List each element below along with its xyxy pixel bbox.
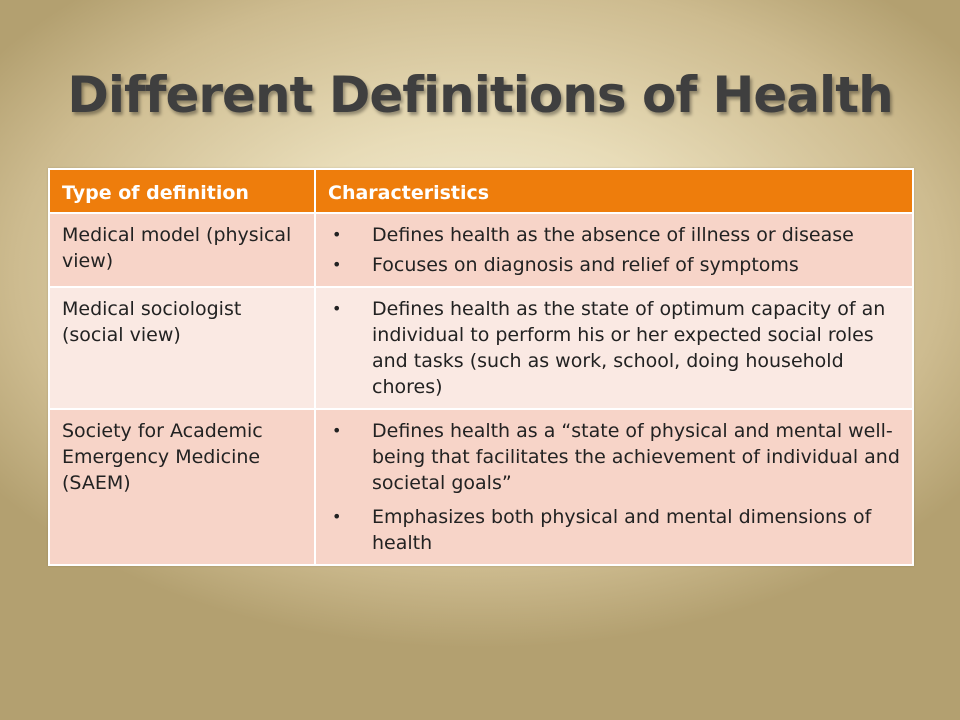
table-row [49,213,913,287]
bullet-icon: • [332,255,342,274]
characteristics-cell [315,287,913,409]
type-cell: Society for Academic Emergency Medicine (SAEM) [49,409,315,565]
characteristics-cell [315,409,913,565]
list-item [328,418,900,496]
characteristic-text: Defines health as a “state of physical and mental well-being that facilitates the achievement of individual and societal goals” [372,420,900,494]
characteristics-list [328,296,900,400]
bullet-icon: • [332,225,342,244]
bullet-icon: • [332,299,342,318]
header-type-of-definition: Type of definition [49,169,315,213]
header-characteristics: Characteristics [315,169,913,213]
characteristics-cell [315,213,913,287]
slide-title: Different Definitions of Health [67,66,893,124]
characteristics-list [328,418,900,556]
table-header-row [49,169,913,213]
bullet-icon: • [332,421,342,440]
type-cell: Medical model (physical view) [49,213,315,287]
list-item [328,252,900,278]
definitions-table [48,168,914,566]
bullet-icon: • [332,507,342,526]
characteristic-text: Focuses on diagnosis and relief of symptoms [372,254,799,276]
list-item [328,504,900,556]
list-item [328,296,900,400]
characteristics-list [328,222,900,278]
type-cell: Medical sociologist (social view) [49,287,315,409]
characteristic-text: Emphasizes both physical and mental dimensions of health [372,506,872,554]
table-row [49,409,913,565]
characteristic-text: Defines health as the state of optimum capacity of an individual to perform his or her expected social roles and tasks (such as work, school, doing household chores) [372,298,886,398]
list-item [328,222,900,248]
table-row [49,287,913,409]
characteristic-text: Defines health as the absence of illness or disease [372,224,854,246]
